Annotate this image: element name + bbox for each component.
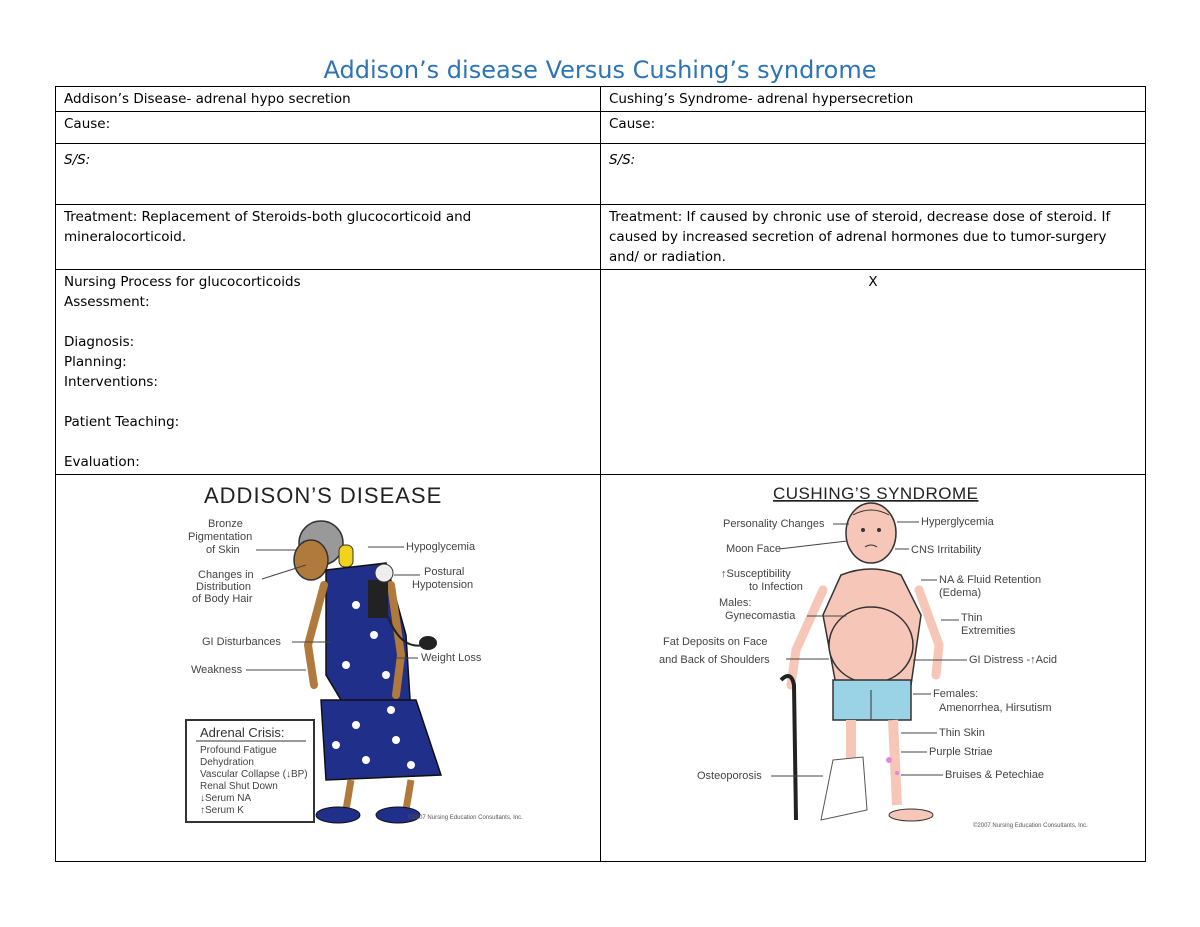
addison-treatment [56, 205, 601, 270]
page-title: Addison’s disease Versus Cushing’s syndrome [323, 56, 877, 84]
crisis-item-4: ↓Serum NA [200, 793, 252, 804]
label-moon-face: Moon Face [726, 543, 782, 555]
addison-copyright: ©2007 Nursing Education Consultants, Inc. [408, 815, 523, 821]
addison-figure-cell [56, 475, 601, 862]
label-bruises: Bruises & Petechiae [945, 769, 1045, 781]
label-gi-disturbances: GI Disturbances [202, 636, 281, 648]
cushing-ss: S/S: [601, 144, 1146, 205]
cushing-figure-cell [601, 475, 1146, 862]
evaluation-label: Evaluation: [64, 454, 140, 470]
crisis-item-0: Profound Fatigue [200, 745, 277, 756]
label-na-2: (Edema) [939, 587, 982, 599]
cushing-copyright: ©2007 Nursing Education Consultants, Inc. [973, 823, 1088, 829]
addison-ss: S/S: [56, 144, 601, 205]
label-males-2: Gynecomastia [725, 610, 796, 622]
label-personality: Personality Changes [723, 518, 825, 530]
label-bronze-3: of Skin [206, 544, 240, 556]
addison-figure-heading: ADDISON’S DISEASE [204, 483, 443, 508]
diagnosis-label: Diagnosis: [64, 334, 135, 350]
adrenal-crisis-box [186, 720, 314, 822]
label-bronze-1: Bronze [208, 518, 243, 530]
interventions-label: Interventions: [64, 374, 158, 390]
cushing-cause: Cause: [601, 112, 1146, 144]
label-susceptibility-1: ↑Susceptibility [721, 568, 791, 580]
cushing-treatment [601, 205, 1146, 270]
cushing-header: Cushing’s Syndrome- adrenal hypersecretion [601, 87, 1146, 112]
label-na-1: NA & Fluid Retention [939, 574, 1042, 586]
label-purple-striae: Purple Striae [929, 746, 993, 758]
label-females-1: Females: [933, 688, 979, 700]
label-susceptibility-2: to Infection [749, 581, 803, 593]
addison-illustration [56, 475, 601, 855]
crisis-item-5: ↑Serum K [200, 805, 244, 816]
label-hypoglycemia: Hypoglycemia [406, 541, 476, 553]
label-osteoporosis: Osteoporosis [697, 770, 762, 782]
crisis-item-2: Vascular Collapse (↓BP) [200, 769, 308, 780]
label-fat-2: and Back of Shoulders [659, 654, 770, 666]
cushing-figure-heading: CUSHING’S SYNDROME [773, 484, 979, 503]
label-fat-1: Fat Deposits on Face [663, 636, 768, 648]
adrenal-crisis-title: Adrenal Crisis: [200, 725, 285, 740]
label-thin-2: Extremities [961, 625, 1016, 637]
nursing-title: Nursing Process for glucocorticoids [64, 274, 301, 290]
label-changes-3: of Body Hair [192, 593, 253, 605]
addison-cause: Cause: [56, 112, 601, 144]
label-females-2: Amenorrhea, Hirsutism [939, 702, 1052, 714]
planning-label: Planning: [64, 354, 127, 370]
label-males-1: Males: [719, 597, 752, 609]
addison-nursing-process [56, 270, 601, 475]
label-postural-1: Postural [424, 566, 465, 578]
addison-woman-figure [294, 521, 441, 823]
comparison-table [55, 86, 1146, 862]
addison-treatment-label: Treatment: [64, 209, 138, 225]
label-weakness: Weakness [191, 664, 243, 676]
label-changes-2: Distribution [196, 581, 252, 593]
label-postural-2: Hypotension [412, 579, 474, 591]
label-thin-1: Thin [961, 612, 983, 624]
patient-teaching-label: Patient Teaching: [64, 414, 180, 430]
addison-treatment-text: Replacement of Steroids-both glucocorticoid and mineralocorticoid. [64, 209, 472, 245]
cushing-nursing-x: X [601, 270, 1146, 475]
label-weight-loss: Weight Loss [421, 652, 482, 664]
assessment-label: Assessment: [64, 294, 150, 310]
crisis-item-1: Dehydration [200, 757, 254, 768]
label-bronze-2: Pigmentation [188, 531, 253, 543]
cushing-treatment-label: Treatment: [609, 209, 683, 225]
addison-header: Addison’s Disease- adrenal hypo secretion [56, 87, 601, 112]
label-hyperglycemia: Hyperglycemia [921, 516, 994, 528]
label-changes-1: Changes in [198, 569, 254, 581]
cushing-treatment-text: If caused by chronic use of steroid, decrease dose of steroid. If caused by increased secretion of adrenal hormones due to tumor-surgery and/ or radiation. [609, 209, 1111, 265]
label-cns: CNS Irritability [911, 544, 982, 556]
cushing-illustration [601, 475, 1146, 855]
label-thin-skin: Thin Skin [939, 727, 985, 739]
crisis-item-3: Renal Shut Down [200, 781, 278, 792]
label-gi-distress: GI Distress -↑Acid [969, 654, 1058, 666]
